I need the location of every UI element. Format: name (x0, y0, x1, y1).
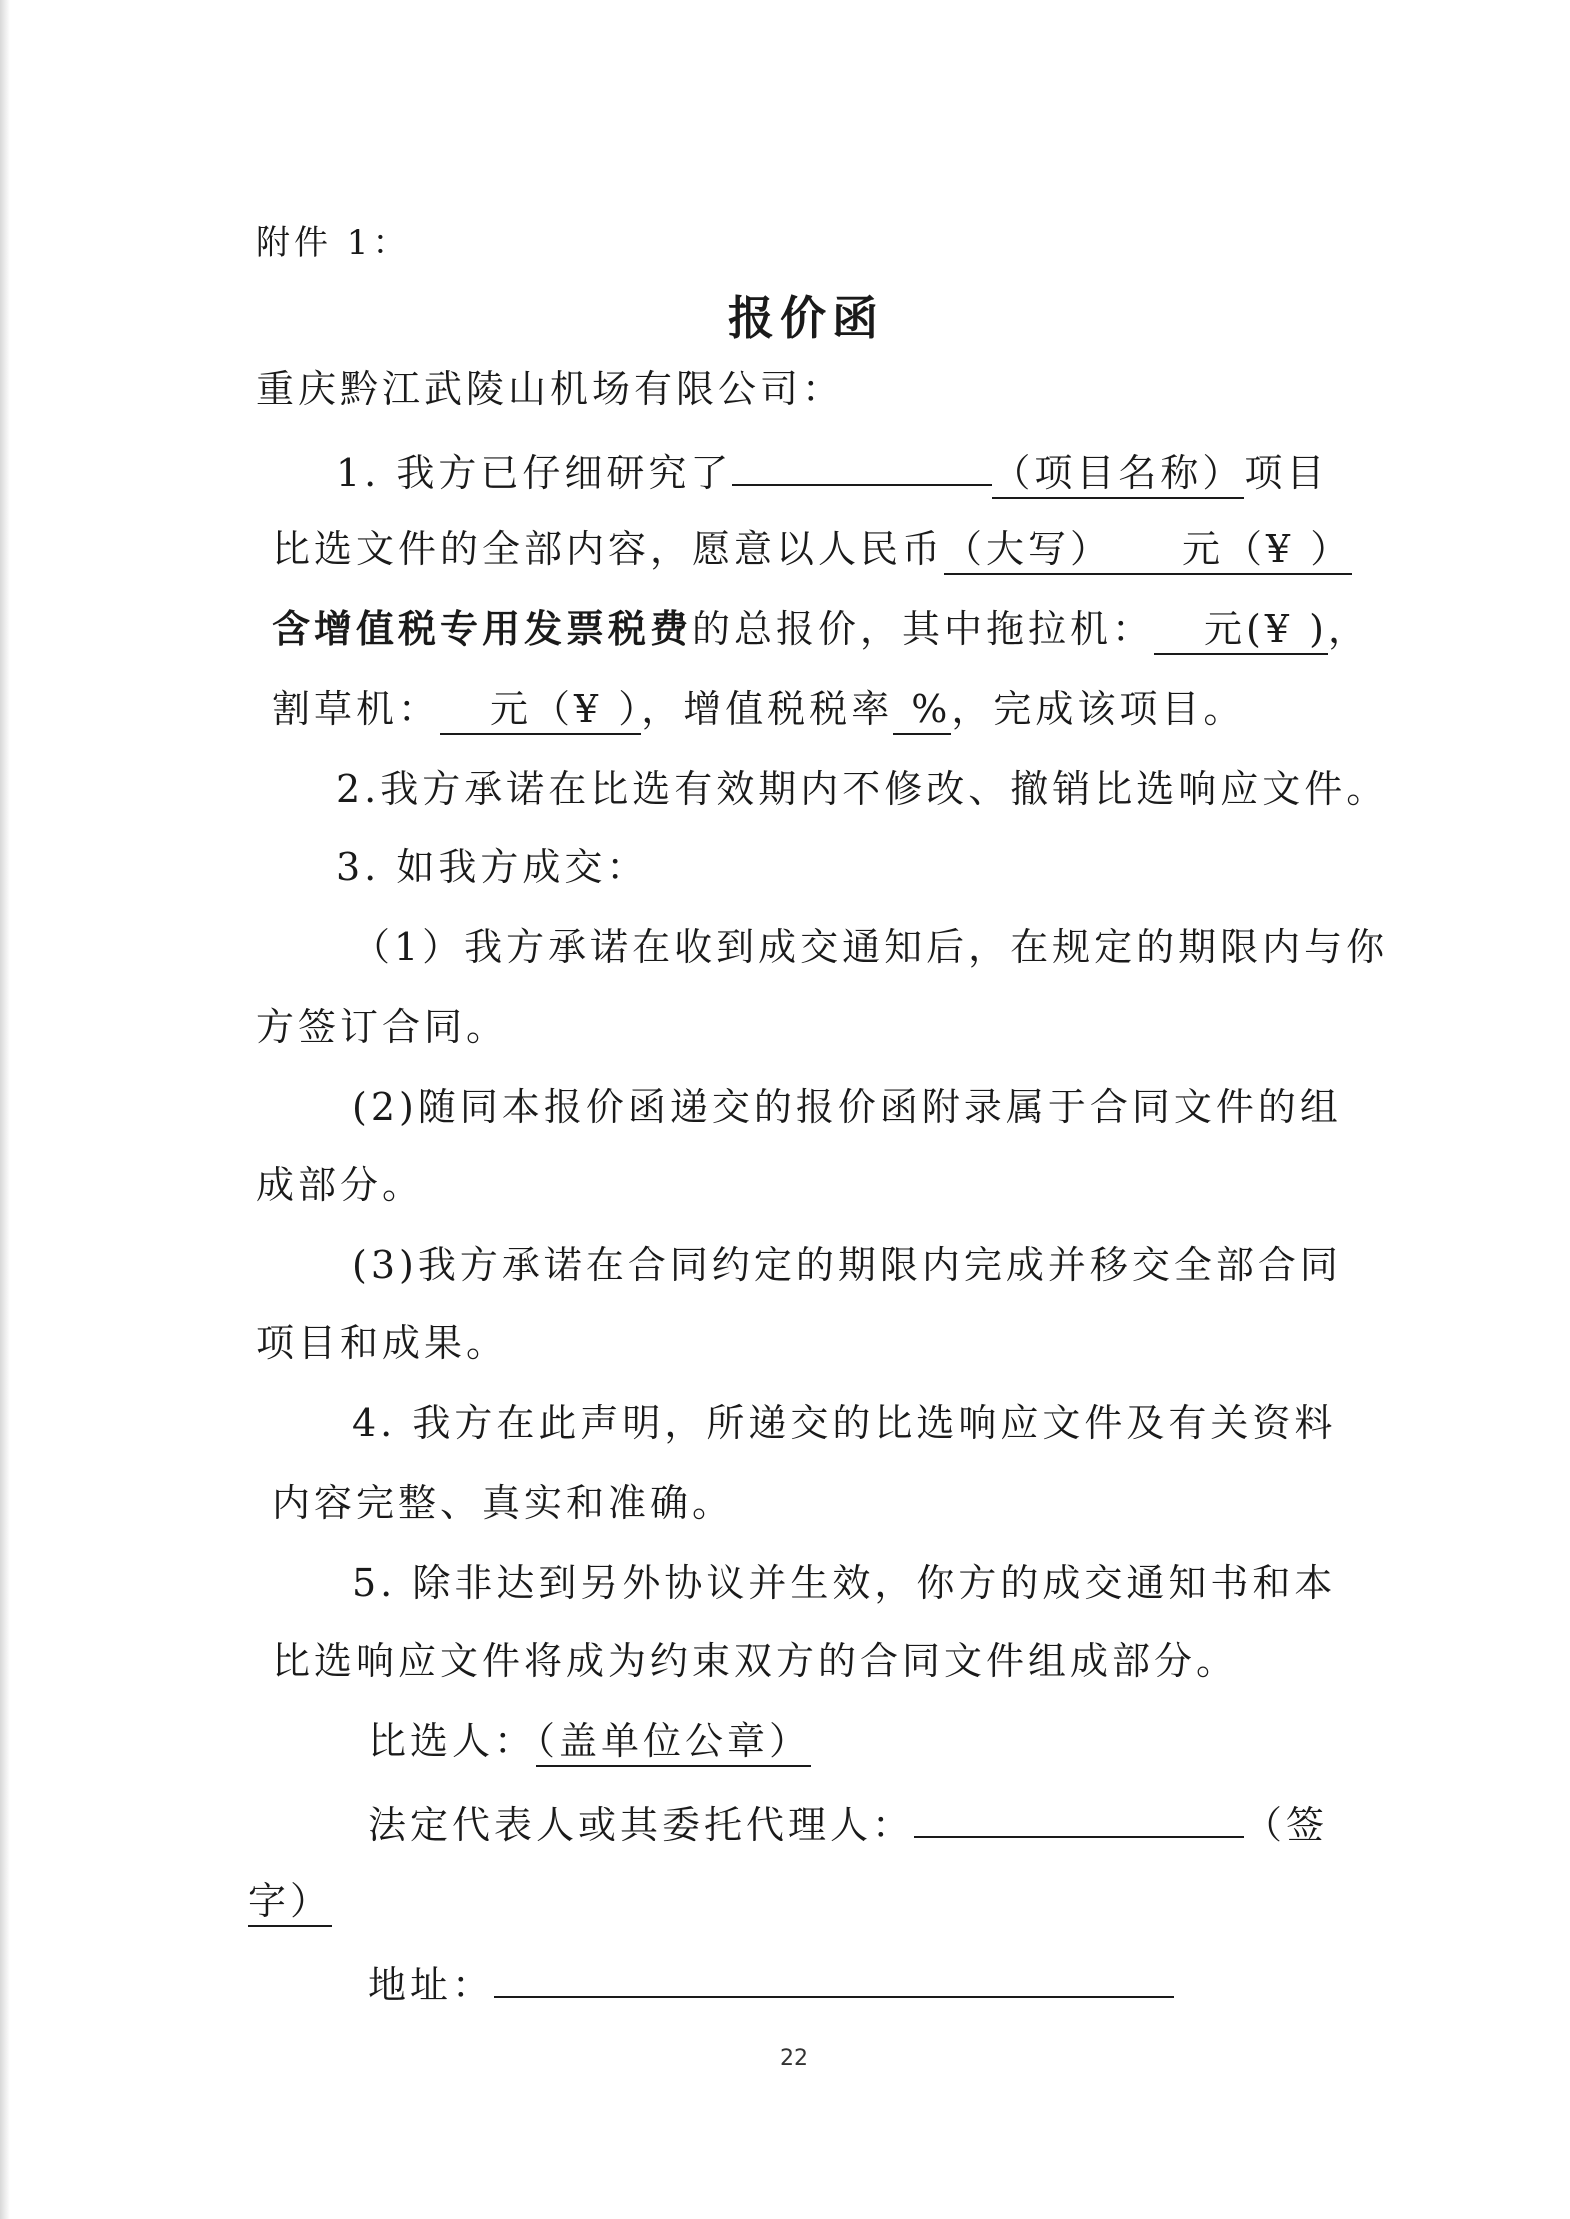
rep-sign-a: （签 (1244, 1803, 1329, 1847)
bidder-label: 比选人： (368, 1719, 537, 1763)
p4-line1: 4. 我方在此声明，所递交的比选响应文件及有关资料 (352, 1401, 1337, 1445)
p1-text-b: 项目 (1244, 451, 1329, 495)
vat-rate-blank (893, 687, 951, 735)
rep-label: 法定代表人或其委托代理人： (368, 1803, 915, 1847)
p3-2-line1: (2)随同本报价函递交的报价函附录属于合同文件的组 (352, 1085, 1342, 1129)
p1-text-g: ，增值税税率 (641, 687, 894, 731)
amount-words-blank (944, 527, 1352, 575)
amount-yuan-2: 元(¥ ) (1204, 607, 1328, 651)
p3-1-line1: （1）我方承诺在收到成交通知后，在规定的期限内与你 (352, 925, 1389, 969)
address-label: 地址： (368, 1963, 495, 2007)
p1-line2 (272, 524, 1352, 574)
p3-line: 3. 如我方成交： (336, 845, 649, 889)
p1-text-d: 的总报价，其中拖拉机： (692, 607, 1155, 651)
rep-signature-blank (914, 1796, 1244, 1838)
project-name-blank (732, 444, 992, 486)
document-title: 报价函 (728, 291, 884, 345)
amount-words-label: （大写） (944, 527, 1113, 571)
vat-percent: % (911, 687, 952, 731)
p3-1-line2: 方签订合同。 (256, 1005, 509, 1049)
p1-text-a: 1. 我方已仔细研究了 (336, 451, 733, 495)
bidder-line (368, 1716, 811, 1766)
p1-text-h: ，完成该项目。 (951, 687, 1246, 731)
p5-line2: 比选响应文件将成为约束双方的合同文件组成部分。 (272, 1639, 1239, 1683)
project-name-label: （项目名称） (992, 451, 1244, 499)
p1-text-f: 割草机： (272, 687, 441, 731)
bidder-value: （盖单位公章） (536, 1719, 811, 1767)
amount-yuan-1: 元（¥ ） (1182, 527, 1353, 571)
rep-line2 (248, 1876, 332, 1926)
address-blank (494, 1956, 1174, 1998)
p4-line2: 内容完整、真实和准确。 (272, 1481, 735, 1525)
p3-2-line2: 成部分。 (256, 1163, 425, 1207)
p3-3-line2: 项目和成果。 (256, 1321, 509, 1365)
p1-line1 (336, 444, 1328, 498)
rep-line (368, 1796, 1328, 1850)
tractor-amount-blank (1154, 607, 1328, 655)
mower-amount-blank (440, 687, 641, 735)
page-number: 22 (780, 2046, 808, 2071)
tax-inclusive-bold: 含增值税专用发票税费 (272, 606, 693, 651)
addressee: 重庆黔江武陵山机场有限公司： (256, 367, 845, 411)
attachment-label: 附件 1： (256, 223, 411, 263)
p3-3-line1: (3)我方承诺在合同约定的期限内完成并移交全部合同 (352, 1243, 1342, 1287)
p2-line: 2.我方承诺在比选有效期内不修改、撤销比选响应文件。 (336, 767, 1389, 811)
p1-line4 (272, 684, 1245, 734)
amount-yuan-3: 元（¥ ） (490, 687, 642, 731)
p1-text-e: ， (1327, 607, 1370, 651)
p1-text-c: 比选文件的全部内容，愿意以人民币 (272, 527, 945, 571)
rep-sign-b: 字） (248, 1879, 332, 1927)
scan-edge (0, 0, 10, 2219)
p5-line1: 5. 除非达到另外协议并生效，你方的成交通知书和本 (352, 1561, 1337, 1605)
p1-line3 (272, 604, 1370, 654)
address-line (368, 1956, 1174, 2010)
